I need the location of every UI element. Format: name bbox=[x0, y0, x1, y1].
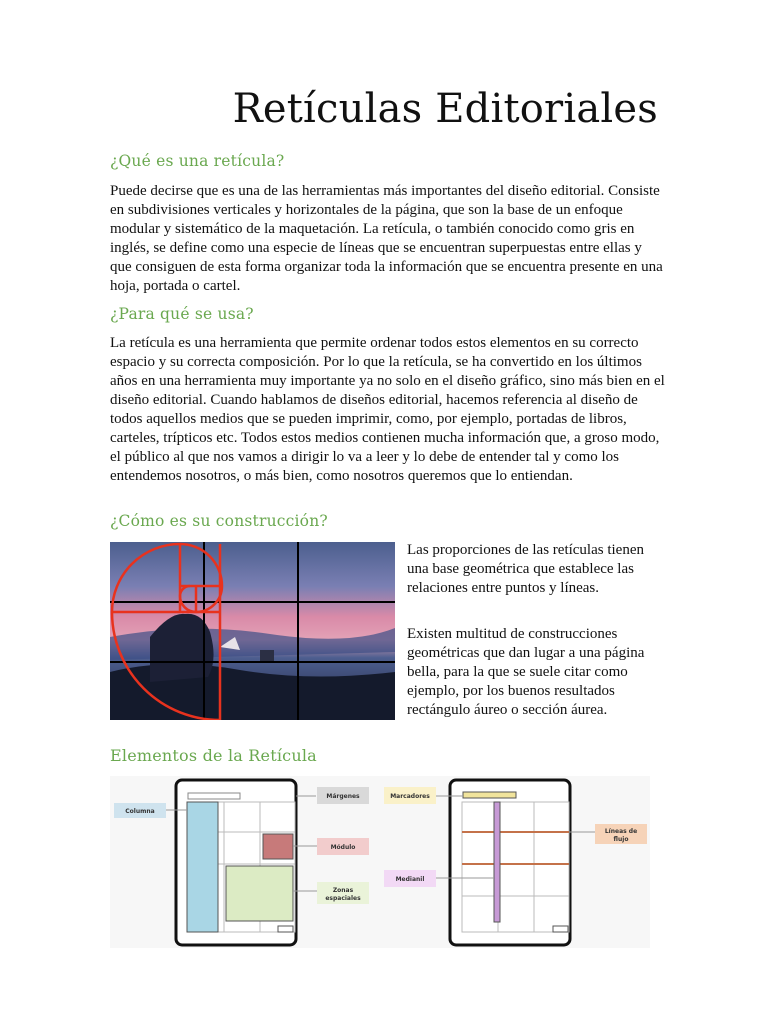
right-page-diagram bbox=[450, 780, 570, 945]
label-modulo: Módulo bbox=[330, 844, 356, 851]
heading-para-que: ¿Para qué se usa? bbox=[110, 305, 254, 323]
paragraph-que-es: Puede decirse que es una de las herramientas más importantes del diseño editorial. Consiste en subdivisiones verticales y horizontales de la página, que son la base de un enfoque modular y sistemático de la maquetación. La retícula, o también conocido como gris en inglés, se define como una especie de líneas que se encuentran superpuestas entre ellas y que consiguen de esta forma organizar toda la información que se encuentra presente en una hoja, portada o cartel. bbox=[110, 183, 663, 294]
label-zonas-line2: espaciales bbox=[325, 895, 361, 902]
page-title: Retículas Editoriales bbox=[232, 86, 658, 132]
heading-elementos: Elementos de la Retícula bbox=[110, 746, 317, 765]
golden-ratio-photo bbox=[110, 542, 395, 720]
heading-construccion: ¿Cómo es su construcción? bbox=[110, 512, 328, 530]
label-lineas-line1: Líneas de bbox=[604, 828, 638, 835]
label-zonas-line1: Zonas bbox=[332, 887, 354, 894]
label-lineas-line2: flujo bbox=[613, 836, 629, 843]
left-page-diagram bbox=[176, 780, 296, 945]
label-margenes: Márgenes bbox=[326, 793, 360, 800]
paragraph-construccion-1: Las proporciones de las retículas tienen una base geométrica que establece las relaciones entre puntos y líneas. bbox=[407, 542, 644, 596]
grid-elements-diagram bbox=[110, 776, 650, 948]
label-medianil: Medianil bbox=[395, 876, 425, 883]
label-columna: Columna bbox=[125, 808, 155, 815]
heading-que-es: ¿Qué es una retícula? bbox=[110, 152, 285, 170]
paragraph-construccion-2: Existen multitud de construcciones geométricas que dan lugar a una página bella, para la que se suele citar como ejemplo, por los buenos resultados rectángulo áureo o sección áurea. bbox=[407, 626, 645, 718]
label-marcadores: Marcadores bbox=[390, 793, 430, 800]
paragraph-para-que: La retícula es una herramienta que permite ordenar todos estos elementos en su correcto espacio y su correcta composición. Por lo que la retícula, se ha convertido en los últimos años en una herramienta muy importante ya no solo en el diseño gráfico, sino más bien en el diseño editorial. Cuando hablamos de diseños editorial, hacemos referencia al diseño de todos aquellos medios que se pueden imprimir, como, por ejemplo, portadas de libros, carteles, trípticos etc. Todos estos medios contienen mucha información que, a groso modo, el público al que nos vamos a dirigir lo va a leer y lo debe de entender tal y como los entendemos nosotros, o más bien, como nosotros queremos que lo entiendan. bbox=[110, 335, 665, 484]
